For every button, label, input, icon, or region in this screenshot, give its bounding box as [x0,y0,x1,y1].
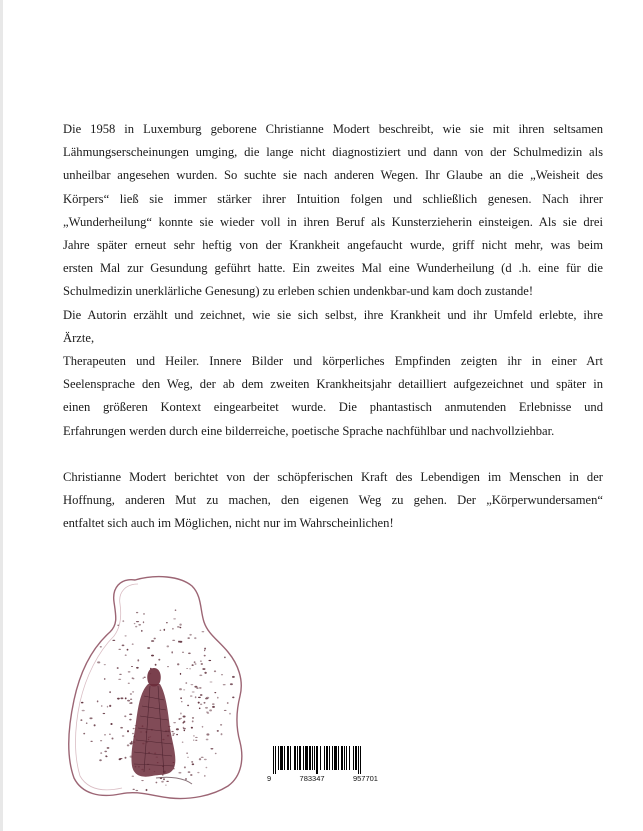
cocoon-dot [179,641,182,643]
cocoon-dot [182,742,184,743]
cocoon-dot [166,781,169,782]
cocoon-dot [135,790,138,791]
cocoon-dot [212,703,215,705]
cocoon-dot [187,705,189,707]
cocoon-dot [200,661,202,662]
cocoon-dot [104,751,107,753]
barcode-bar [275,746,276,774]
cocoon-dot [201,757,204,758]
barcode-bar [358,746,359,774]
blurb-line: Schulmedizin unerklärliche Genesung) zu erleben schien undenkbar-und kam doch zustande! [63,284,534,299]
cocoon-dot [173,722,176,723]
cocoon-dot [141,780,144,781]
cocoon-dot [143,621,144,623]
cocoon-dot [179,624,181,626]
barcode-bar [353,746,354,770]
cocoon-dot [195,740,197,741]
paragraph-gap [63,443,603,466]
blurb-line: unheilbar angesehen wurden. So suchte sie nach anderen Wegen. Ihr Glaube an die „Weisheit des [63,168,603,183]
blurb-line: Erfahrungen werden durch eine bilderreiche, poetische Sprache nachfühlbar und nachvollziehbar. [63,423,555,438]
cocoon-dot [94,724,96,726]
cocoon-dot [221,733,223,735]
cocoon-dot [127,649,129,651]
cocoon-dot [125,757,127,759]
cocoon-dot [209,709,212,711]
cocoon-dot [192,720,194,722]
barcode-bars [265,746,380,774]
cocoon-dot [97,700,99,702]
cocoon-dot [163,778,165,780]
cocoon-dot [164,629,166,631]
blurb-line: Hoffnung, anderen Mut zu machen, den eigenen Weg zu gehen. Der „Körperwundersamen“ [63,493,603,508]
cocoon-dot [183,728,186,730]
barcode-bar [326,746,328,770]
cocoon-dot [206,712,209,713]
barcode-bar [305,746,308,770]
barcode-digit-group: 9 [267,774,272,783]
cocoon-dot [97,661,100,663]
cocoon-dot [196,687,198,689]
cocoon-dot [214,692,216,693]
barcode-bar [280,746,283,770]
cocoon-figure-illustration [60,572,250,800]
cocoon-dot [90,741,92,742]
cocoon-dot [202,668,205,670]
cocoon-dot [109,691,111,693]
cocoon-dot [206,733,209,735]
cocoon-dot [182,652,184,653]
cocoon-dot [151,655,154,657]
cocoon-dot [181,701,182,702]
cocoon-dot [214,670,216,672]
barcode-bar [314,746,315,770]
cocoon-dot [178,772,181,774]
cocoon-dot [204,648,206,650]
cocoon-dot [118,649,121,650]
barcode-bar [294,746,296,770]
cocoon-dot [104,734,106,736]
cocoon-dot [158,659,160,661]
cocoon-dot [195,696,197,698]
blurb-line: einen größeren Kontext eingearbeitet wurde. Die phantastisch anmutenden Erlebnisse und [63,400,603,415]
blurb-line: Die 1958 in Luxemburg geborene Christianne Modert beschreibt, wie sie mit ihren seltsamen [63,122,603,136]
cocoon-dot [130,699,132,700]
cocoon-dot [132,677,134,679]
cocoon-dot [100,752,102,753]
barcode-bar [334,746,337,770]
cocoon-dot [189,634,192,636]
cocoon-dot [208,660,211,661]
cocoon-dot [81,702,84,704]
cocoon-dot [212,706,215,708]
cocoon-dot [167,666,169,667]
cocoon-dot [194,661,196,663]
barcode-bar [287,746,289,770]
cocoon-dot [173,618,176,619]
cocoon-dot [195,663,197,664]
cocoon-dot [122,735,125,736]
cocoon-dot [193,735,195,736]
barcode-bar [360,746,361,774]
cocoon-dot [223,684,226,685]
cocoon-dot [133,789,135,790]
barcode-bar [355,746,357,770]
cocoon-dot [127,730,129,732]
cocoon-dot [130,702,132,704]
cocoon-dot [100,740,102,741]
barcode-bar [290,746,291,770]
cocoon-dot [177,663,179,665]
cocoon-dot [186,753,187,754]
figure-head [147,668,161,687]
cocoon-dot [191,761,193,763]
cocoon-dot [187,757,189,758]
cocoon-dot [221,674,223,675]
cocoon-dot [232,676,235,678]
cocoon-dot [179,688,182,690]
cocoon-dot [132,644,134,645]
cocoon-dot [131,666,133,667]
cocoon-dot [120,758,123,759]
cocoon-dot [119,674,122,675]
cocoon-dot [166,622,168,623]
cocoon-dot [86,722,88,724]
cocoon-dot [141,630,143,632]
cocoon-dot [206,697,209,699]
cocoon-dot [103,713,106,714]
barcode-bar [284,746,285,770]
cocoon-dot [136,621,139,622]
cocoon-dot [89,717,92,719]
cocoon-dot [206,767,208,769]
barcode-bar [303,746,304,770]
cocoon-dot [192,664,194,666]
cocoon-dot [132,733,134,735]
cocoon-dot [204,775,206,777]
cocoon-dot [143,613,145,615]
cocoon-dot [183,716,186,718]
cocoon-dot [186,668,188,669]
cocoon-dot [180,718,182,719]
cocoon-dot [227,702,229,703]
cocoon-dot [230,683,233,685]
barcode-bar [278,746,279,770]
cocoon-dot [200,694,203,696]
cocoon-dot [229,713,230,715]
cocoon-dot [197,772,199,773]
cocoon-dot [125,697,127,699]
cocoon-dot [147,647,150,649]
cocoon-dot [101,705,103,706]
cocoon-dot [184,730,186,731]
cocoon-dot [154,638,156,640]
cocoon-dot [172,640,175,641]
cocoon-dot [129,719,131,721]
barcode-bar [324,746,325,770]
cocoon-dot [110,723,112,725]
blurb-line: Christianne Modert berichtet von der schöpferischen Kraft des Lebendigen im Menschen in der [63,469,603,484]
cocoon-dot [136,612,138,613]
cocoon-dot [122,620,124,622]
blurb-line: entfaltet sich auch im Möglichen, nicht nur im Wahrscheinlichen! [63,516,394,531]
cocoon-dot [204,759,207,760]
cocoon-dot [171,651,173,653]
cocoon-dot [132,776,134,777]
cocoon-dot [112,640,115,641]
blurb-line: „Wunderheilung“ konnte sie wieder voll in ihren Beruf als Kunsterzieherin einsteigen. Als sie drei [63,214,603,229]
cocoon-dot [151,640,154,642]
back-cover-blurb [63,118,603,535]
cocoon-dot [107,747,110,748]
cocoon-dot [124,715,126,717]
cocoon-dot [109,705,111,707]
cocoon-dot [167,645,170,647]
cocoon-dot [130,742,133,744]
cocoon-dot [180,673,181,675]
cocoon-dot [146,789,148,791]
cocoon-dot [210,748,213,749]
barcode-bar [299,746,301,770]
cocoon-dot [176,728,179,730]
cocoon-dot [107,706,108,708]
cocoon-dot [161,781,164,783]
barcode-bar [341,746,343,770]
cocoon-dot [187,637,190,639]
cocoon-dot [136,667,139,669]
cocoon-dot [204,655,206,657]
cocoon-dot [106,756,108,757]
barcode-digits [265,774,380,783]
blurb-line: Körpers“ ließ sie immer stärker ihrer Intuition folgen und schließlich genesen. Nach ihrer [63,191,603,206]
cocoon-dot [176,734,178,735]
cocoon-dot [175,609,177,611]
cocoon-dot [133,728,135,729]
cocoon-dot [194,637,196,639]
cocoon-dot [112,738,114,740]
cocoon-dot [80,719,82,721]
cocoon-dot [156,782,158,784]
blurb-line: Therapeuten und Heiler. Innere Bilder und körperliches Empfinden zeigten ihr in einer Art [63,354,603,369]
cocoon-dot [198,697,201,698]
cocoon-dot [117,625,119,626]
barcode-bar [344,746,345,770]
blurb-line: Lähmungserscheinungen umging, die lange nicht diagnostiziert und dann von der Schulmedizin als [63,145,603,160]
cocoon-dot [217,697,219,699]
cocoon-dot [192,692,195,693]
cocoon-dot [204,702,206,704]
cocoon-dot [82,710,85,712]
cocoon-dot [224,657,226,659]
cocoon-dot [125,635,127,636]
cocoon-dot [171,731,173,732]
cocoon-dot [191,684,194,685]
cocoon-dot [180,697,182,699]
cocoon-dot [183,722,184,724]
cocoon-dot [199,708,201,710]
barcode-bar [320,746,321,770]
cocoon-dot [192,717,194,719]
cocoon-dot [185,682,187,684]
cocoon-dot [125,654,127,656]
cocoon-dot [128,671,131,672]
cocoon-dot [118,698,120,699]
cocoon-dot [220,724,222,725]
barcode-bar [332,746,333,770]
cocoon-dot [127,700,130,702]
cocoon-dot [232,697,234,699]
barcode-bar [349,746,350,770]
barcode-digit-group: 957701 [352,774,378,783]
cocoon-dot [206,739,209,741]
isbn-barcode [265,746,380,786]
cocoon-dot [104,664,106,665]
barcode-bar [346,746,347,770]
cocoon-dot [109,734,111,735]
cocoon-dot [117,667,119,669]
cocoon-dot [199,675,202,677]
cocoon-dot [205,707,208,709]
cocoon-dot [210,682,213,683]
page-edge-shadow [0,0,3,831]
cocoon-dot [201,663,203,665]
cocoon-dot [155,664,157,666]
barcode-bar [309,746,311,770]
cocoon-dot [143,678,144,679]
cocoon-dot [188,653,191,655]
cocoon-dot [100,646,102,647]
cocoon-dot [202,631,205,632]
barcode-digit-group: 783347 [299,774,325,783]
cocoon-dot [132,691,134,692]
cocoon-dot [192,763,195,765]
cocoon-dot [215,753,217,754]
cocoon-dot [194,686,197,688]
cocoon-dot [118,679,121,680]
cocoon-dot [193,740,194,741]
cocoon-dot [204,650,205,651]
cocoon-dot [188,771,191,773]
cocoon-dot [130,693,132,694]
cocoon-dot [127,744,130,746]
cocoon-dot [200,704,202,706]
blurb-line: Jahre später erneut sehr heftig von der Krankheit angefaucht wurde, griff nicht mehr, was beim [63,238,603,253]
cocoon-dot [128,683,130,684]
blurb-line: Die Autorin erzählt und zeichnet, wie sie sich selbst, ihre Krankheit und ihr Umfeld erlebte, ihre [63,307,603,322]
barcode-bar [316,746,318,774]
cocoon-dot [180,713,182,715]
barcode-bar [297,746,298,770]
cocoon-dot [172,733,175,735]
cocoon-dot [104,678,106,679]
cocoon-dot [183,689,185,690]
barcode-bar [338,746,339,770]
cocoon-dot [184,766,186,768]
barcode-bar [273,746,274,774]
cocoon-dot [120,727,123,729]
blurb-line: Ärzte, [63,330,95,345]
cocoon-dot [134,623,136,624]
cocoon-dot [172,735,174,736]
cocoon-dot [135,626,137,628]
cocoon-dot [190,695,193,696]
cocoon-dot [217,730,219,732]
cocoon-dot [185,778,187,780]
cocoon-dot [138,624,141,626]
cocoon-dot [204,672,206,674]
cocoon-dot [120,697,123,699]
cocoon-dot [137,659,139,661]
cocoon-dot [190,774,192,776]
cocoon-dot [189,668,191,669]
cocoon-dot [160,630,162,631]
cocoon-dot [199,687,202,689]
cocoon-dot [172,628,174,630]
cocoon-dot [165,785,167,786]
cocoon-dot [122,645,125,647]
blurb-line: Seelensprache den Weg, der ab dem zweiten Krankheitsjahr detailliert aufgezeichnet und später in [63,377,603,392]
cocoon-dot [99,759,102,761]
cocoon-dot [191,727,193,729]
cocoon-dot [83,733,85,735]
cocoon-dot [177,626,180,628]
cocoon-outline-inner [76,584,139,790]
cocoon-dot [198,702,200,704]
cocoon-dot [199,758,201,760]
cocoon-dot [202,726,204,728]
blurb-line: ersten Mal zur Gesundung geführt hatte. Ein zweites Mal eine Wunderheilung (d .h. eine für die [63,261,603,276]
barcode-bar [312,746,313,770]
cocoon-dot [129,714,132,716]
cocoon-dot [144,677,146,678]
cocoon-dot [195,737,198,738]
barcode-bar [329,746,330,770]
cocoon-dot [180,627,182,629]
cocoon-dot [224,710,227,711]
